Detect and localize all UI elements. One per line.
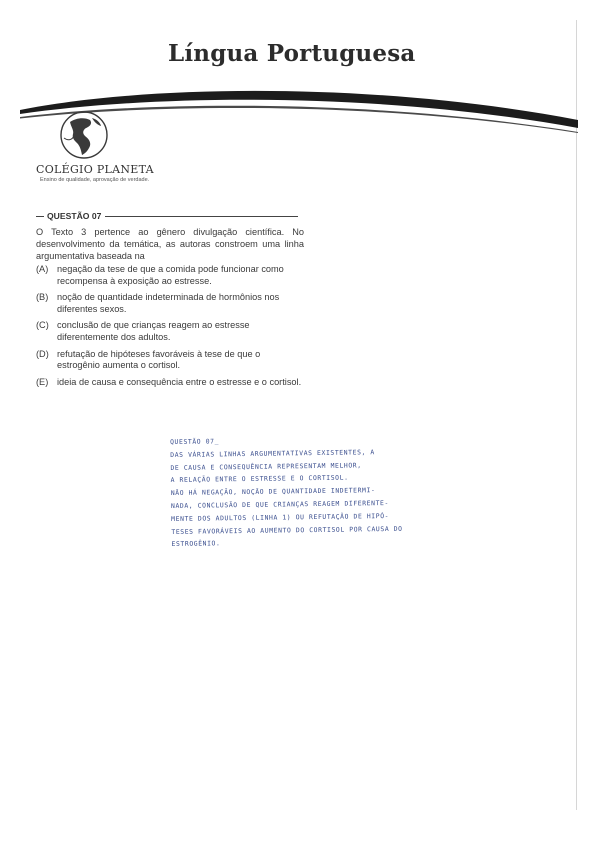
answer-line: DE CAUSA E CONSEQUÊNCIA REPRESENTAM MELHOR, [170,460,362,472]
option-text: conclusão de que crianças reagem ao estresse diferentemente dos adultos. [57,320,250,342]
page-title: Língua Portuguesa [168,40,416,67]
answer-options [36,264,304,393]
question-label: QUESTÃO 07 [47,211,102,221]
answer-line: TESES FAVORÁVEIS AO AUMENTO DO CORTISOL POR CAUSA DO [171,524,403,536]
answer-line: QUESTÃO 07_ [170,437,220,446]
answer-line: DAS VÁRIAS LINHAS ARGUMENTATIVAS EXISTENTES, A [170,447,375,459]
option-letter: (A) [36,264,49,274]
answer-line: NADA, CONCLUSÃO DE QUE CRIANÇAS REAGEM DIFERENTE- [170,498,389,510]
option-c [36,320,304,343]
option-letter: (E) [36,376,49,387]
option-letter: (B) [36,292,49,303]
answer-line: ESTROGÊNIO. [171,539,221,549]
answer-line: A RELAÇÃO ENTRE O ESTRESSE E O CORTISOL. [170,473,349,485]
option-d [36,349,304,372]
question-header-rule [105,216,298,217]
question-header-dash [36,216,44,217]
school-name: COLÉGIO PLANETA [36,163,154,176]
option-letter: (C) [36,320,49,331]
school-slogan: Ensino de qualidade, aprovação de verdade. [40,177,150,183]
option-text: noção de quantidade indeterminada de hormônios nos diferentes sexos. [57,292,280,314]
question-stem: O Texto 3 pertence ao gênero divulgação científica. No desenvolvimento da temática, as autoras constroem uma linha argumentativa baseada na [36,227,304,262]
answer-line: MENTE DOS ADULTOS (LINHA 1) OU REFUTAÇÃO DE HIPÓ- [171,511,390,523]
option-a [36,264,304,287]
question-header [36,210,298,222]
option-text: refutação de hipóteses favoráveis à tese de que o estrogênio aumenta o cortisol. [57,348,261,371]
option-b [36,292,304,315]
answer-line: NÃO HÁ NEGAÇÃO, NOÇÃO DE QUANTIDADE INDETERMI- [170,486,376,498]
globe-icon [58,108,110,160]
option-letter: (D) [36,348,49,359]
option-e [36,377,304,389]
option-text: ideia de causa e consequência entre o estresse e o cortisol. [57,376,302,387]
option-text: negação da tese de que a comida pode funcionar como recompensa à exposição ao estresse. [57,264,284,286]
handwritten-answer [170,432,492,552]
